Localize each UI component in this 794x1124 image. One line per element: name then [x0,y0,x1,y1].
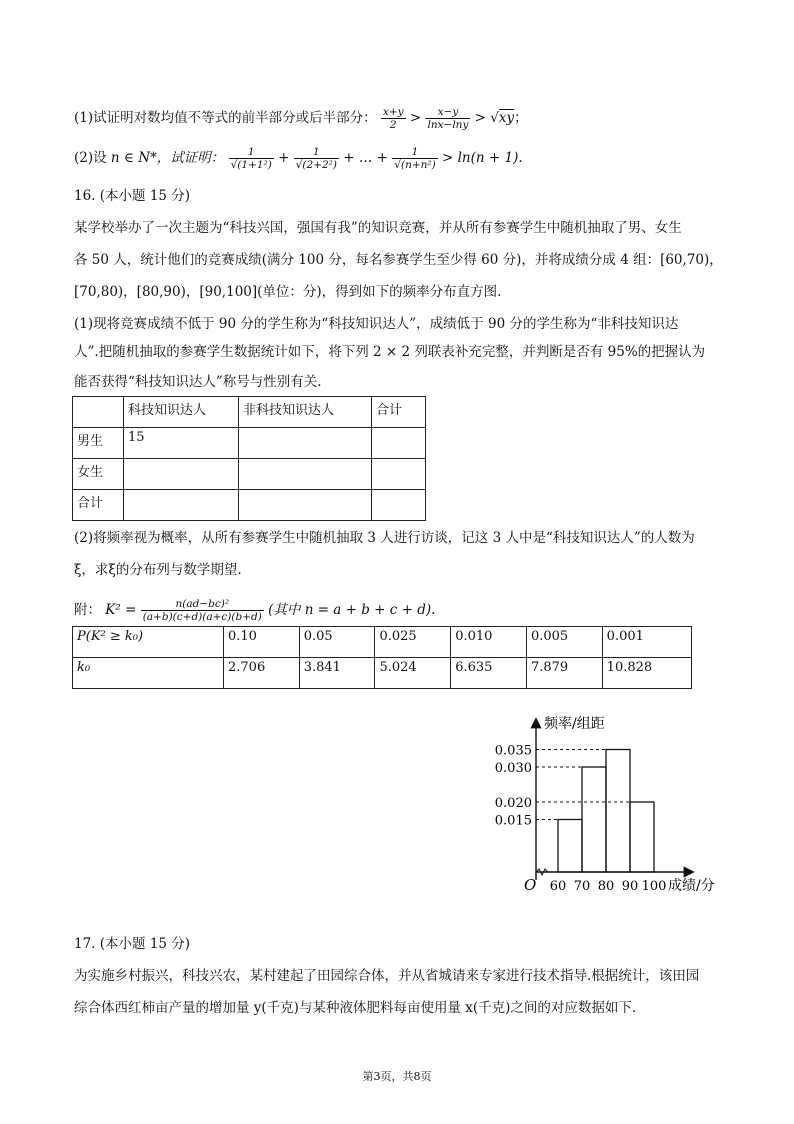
q16-intro-2: 各 50 人，统计他们的竞赛成绩(满分 100 分，每名参赛学生至少得 60 分)，并将成绩分成 4 组：[60,70)， [74,252,723,268]
table-cell: 女生 [73,459,124,490]
q15-part1-text: (1)试证明对数均值不等式的前半部分或后半部分： [74,110,377,126]
table-row [73,627,692,658]
table-cell: 2.706 [224,658,300,689]
table-cell: P(K² ≥ k₀) [73,627,224,658]
q16-part1-1: (1)现将竞赛成绩不低于 90 分的学生称为“科技知识达人”，成绩低于 90 分的学生称为“非科技知识达 [74,316,679,332]
contingency-header-cell: 合计 [372,397,426,428]
table-cell [372,459,426,490]
table-cell: 3.841 [299,658,375,689]
contingency-header-cell: 科技知识达人 [124,397,239,428]
q16-part1-2: 人”.把随机抽取的参赛学生数据统计如下，将下列 2 × 2 列联表补充完整，并判断是否有 95%的把握认为 [74,344,706,360]
q15-part1-end: ； [514,110,528,126]
q16-part2-1: (2)将频率视为概率，从所有参赛学生中随机抽取 3 人进行访谈，记这 3 人中是“科技知识达人”的人数为 [74,530,695,546]
table-cell [124,490,239,521]
y-tick-label: 0.020 [494,796,532,811]
q15-part2-condition: n ∈ N*，试证明： [110,150,225,166]
appendix-note: (其中 n = a + b + c + d). [268,602,436,618]
histogram-y-ticks [495,744,532,829]
table-cell: 5.024 [375,658,451,689]
q17-line-1: 为实施乡村振兴，科技兴农，某村建起了田园综合体，并从省城请来专家进行技术指导.根据统计，该田园 [74,968,700,984]
y-tick-label: 0.015 [494,813,532,829]
y-tick-label: 0.035 [494,743,532,759]
histogram-x-ticks [550,879,667,894]
q16-appendix [74,598,435,623]
table-cell: 15 [124,428,239,459]
table-cell: 0.10 [224,627,300,658]
q15-part2 [74,146,523,171]
histogram-bars [558,750,654,873]
x-tick-label: 100 [641,879,667,894]
contingency-header-row [73,397,426,428]
critical-value-table [72,626,692,689]
y-tick-label: 0.030 [494,761,532,776]
histogram-guides [536,750,630,820]
q15-part1 [74,106,528,131]
q15-series: $\frac{1}{\text{√(1+1²)}}$ + $\frac{1}{\text{√(2+2²)}}$ + … + $\frac{1}{\text{√(n+n²)}}$ [230,146,436,171]
table-cell [124,459,239,490]
contingency-header-cell [73,397,124,428]
table-cell: 0.001 [602,627,691,658]
table-cell: 男生 [73,428,124,459]
table-cell: 10.828 [602,658,691,689]
histogram-bar [630,802,654,872]
table-cell: k₀ [73,658,224,689]
table-cell: 0.010 [451,627,527,658]
table-cell [239,490,372,521]
q16-intro-3: [70,80)，[80,90)，[90,100](单位：分)，得到如下的频率分布直方图. [74,284,502,300]
frequency-histogram [480,712,720,902]
table-cell: 6.635 [451,658,527,689]
y-axis-label: 频率/组距 [544,716,605,732]
x-tick-label: 90 [621,879,639,894]
table-row [73,658,692,689]
histogram-bar [606,750,630,873]
histogram-bar [558,820,582,873]
q16-intro-1: 某学校举办了一次主题为“科技兴国，强国有我”的知识竞赛，并从所有参赛学生中随机抽取了男、女生 [74,220,682,236]
table-cell [372,428,426,459]
histogram-bar [582,767,606,872]
q15-inequality: $\frac{x+y}{2}$ > $\frac{x-y}{\ln x-\ln y}$ > √xy [382,106,515,131]
table-cell [372,490,426,521]
contingency-header-cell: 非科技知识达人 [239,397,372,428]
table-cell: 0.05 [299,627,375,658]
page-footer: 第3页，共8页 [362,1070,432,1083]
q16-header: 16. (本小题 15 分) [74,188,191,204]
table-row [73,490,426,521]
q16-part2-2: ξ，求ξ的分布列与数学期望. [74,562,242,578]
table-cell [239,428,372,459]
x-tick-label: 80 [597,879,615,894]
chi-square-formula: K² = $\frac{\text{n(ad−bc)²}}{(a+b)(c+d)(a+c)(b+d)}$ [105,598,262,623]
x-axis-label: 成绩/分 [668,878,715,894]
table-cell: 7.879 [526,658,602,689]
table-cell: 0.005 [526,627,602,658]
q15-part2-rhs: > ln(n + 1). [442,150,523,166]
table-cell: 0.025 [375,627,451,658]
q15-part2-text: (2)设 [74,150,107,166]
table-cell [239,459,372,490]
table-row [73,428,426,459]
table-cell: 合计 [73,490,124,521]
contingency-table [72,396,426,521]
q16-part1-3: 能否获得“科技知识达人”称号与性别有关. [74,374,322,390]
appendix-label: 附： [74,602,101,618]
x-tick-label: 70 [573,879,591,894]
x-tick-label: 60 [549,879,567,894]
table-row [73,459,426,490]
q17-header: 17. (本小题 15 分) [74,936,191,952]
origin-label: O [524,876,537,894]
q17-line-2: 综合体西红柿亩产量的增加量 y(千克)与某种液体肥料每亩使用量 x(千克)之间的对应数据如下. [74,1000,637,1016]
